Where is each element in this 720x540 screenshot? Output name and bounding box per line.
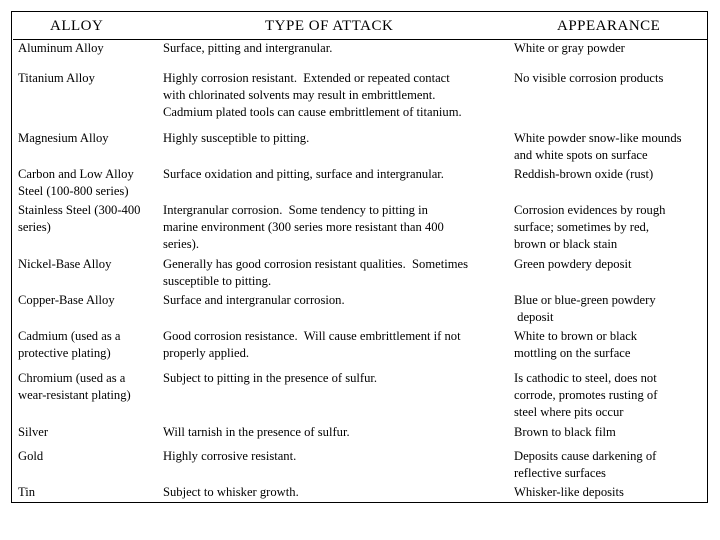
row-carbon-steel-appearance: Reddish-brown oxide (rust) (514, 167, 654, 181)
row-silver-alloy: Silver (18, 425, 49, 439)
row-gold-appearance: Deposits cause darkening of reflective surfaces (514, 449, 657, 480)
row-cadmium-appearance: White to brown or black mottling on the surface (514, 329, 638, 360)
row-cadmium-alloy: Cadmium (used as a protective plating) (18, 329, 121, 360)
row-carbon-steel-attack: Surface oxidation and pitting, surface and intergranular. (163, 167, 444, 181)
header-type-of-attack: TYPE OF ATTACK (265, 18, 394, 34)
row-magnesium-appearance: White powder snow-like mounds and white spots on surface (514, 131, 682, 162)
row-tin-appearance: Whisker-like deposits (514, 485, 624, 499)
row-copper-appearance: Blue or blue-green powdery deposit (514, 293, 656, 324)
row-titanium-alloy: Titanium Alloy (18, 71, 95, 85)
row-copper-attack: Surface and intergranular corrosion. (163, 293, 345, 307)
row-tin-attack: Subject to whisker growth. (163, 485, 299, 499)
row-chromium-appearance: Is cathodic to steel, does not corrode, promotes rusting of steel where pits occur (514, 371, 658, 419)
row-aluminum-alloy: Aluminum Alloy (18, 41, 104, 55)
row-stainless-steel-alloy: Stainless Steel (300-400 series) (18, 203, 141, 234)
row-gold-alloy: Gold (18, 449, 44, 463)
row-aluminum-appearance: White or gray powder (514, 41, 625, 55)
row-stainless-steel-appearance: Corrosion evidences by rough surface; sometimes by red, brown or black stain (514, 203, 666, 251)
row-titanium-attack: Highly corrosion resistant. Extended or repeated contact with chlorinated solvents may result in embrittlement. Cadmium plated tools can cause embrittlement of titanium. (163, 71, 462, 119)
row-copper-alloy: Copper-Base Alloy (18, 293, 115, 307)
row-stainless-steel-attack: Intergranular corrosion. Some tendency to pitting in marine environment (300 series more resistant than 400 series). (163, 203, 444, 251)
row-tin-alloy: Tin (18, 485, 36, 499)
row-gold-attack: Highly corrosive resistant. (163, 449, 297, 463)
row-magnesium-attack: Highly susceptible to pitting. (163, 131, 310, 145)
row-silver-appearance: Brown to black film (514, 425, 616, 439)
row-chromium-alloy: Chromium (used as a wear-resistant plating) (18, 371, 131, 402)
row-chromium-attack: Subject to pitting in the presence of sulfur. (163, 371, 378, 385)
row-nickel-attack: Generally has good corrosion resistant qualities. Sometimes susceptible to pitting. (163, 257, 468, 288)
row-nickel-appearance: Green powdery deposit (514, 257, 632, 271)
row-nickel-alloy: Nickel-Base Alloy (18, 257, 112, 271)
row-silver-attack: Will tarnish in the presence of sulfur. (163, 425, 350, 439)
row-titanium-appearance: No visible corrosion products (514, 71, 664, 85)
header-alloy: ALLOY (50, 18, 104, 34)
row-aluminum-attack: Surface, pitting and intergranular. (163, 41, 333, 55)
row-cadmium-attack: Good corrosion resistance. Will cause embrittlement if not properly applied. (163, 329, 461, 360)
row-magnesium-alloy: Magnesium Alloy (18, 131, 109, 145)
header-appearance: APPEARANCE (557, 18, 661, 34)
row-carbon-steel-alloy: Carbon and Low Alloy Steel (100-800 series) (18, 167, 134, 198)
